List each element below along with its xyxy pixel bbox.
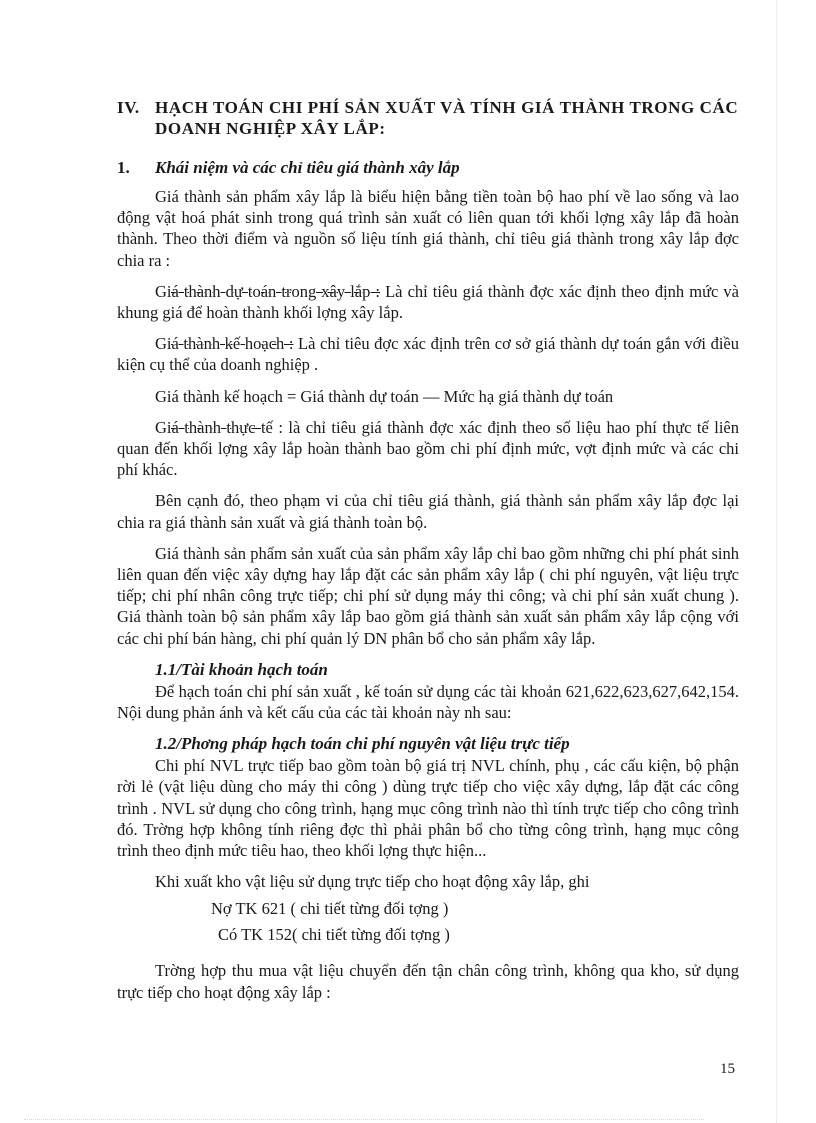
- page-number: 15: [720, 1061, 735, 1077]
- subheading-material-method: 1.2/Phơng pháp hạch toán chi phí nguyên vật liệu trực tiếp: [155, 734, 570, 754]
- term-actual-cost: Giá thành thực tế: [155, 417, 273, 437]
- paragraph-material-cost: Chi phí NVL trực tiếp bao gồm toàn bộ giá trị NVL chính, phụ , các cấu kiện, bộ phận rời lẻ (vật liệu dùng cho máy thi công ) dùng trực tiếp cho việc xây dựng, lắp đặt các công trình . NVL sử dụng cho công trình, hạng mục công trình nào thì tính trực tiếp cho công trình đó. Trờng hợp không tính riêng đợc thì phải phân bổ cho từng công trình, hạng mục công trình theo định mức tiêu hao, theo khối lợng thực hiện...: [117, 756, 739, 861]
- bottom-dotted-border: [24, 1119, 704, 1120]
- term-estimate-cost: Giá thành dự toán trong xây lắp :: [155, 281, 381, 301]
- paragraph-issue-materials: Khi xuất kho vật liệu sử dụng trực tiếp cho hoạt động xây lắp, ghi: [155, 872, 590, 892]
- paragraph-actual-cost: [117, 417, 739, 481]
- term-planned-cost: Giá thành kế hoạch :: [155, 334, 294, 354]
- paragraph-intro: Giá thành sản phẩm xây lắp là biểu hiện bằng tiền toàn bộ hao phí về lao sống và lao động vật hoá phát sinh trong quá trình sản xuất có liên quan tới khối lợng xây lắp đã hoàn thành. Theo thời điểm và nguồn số liệu tính giá thành, chỉ tiêu giá thành trong xây lắp đợc chia ra :: [117, 187, 739, 270]
- right-dotted-border: [776, 0, 777, 1123]
- definition-planned-cost: Là chỉ tiêu đợc xác định trên cơ sở giá thành dự toán gắn với điều kiện cụ thể của doanh nghiệp .: [117, 334, 739, 375]
- paragraph-cost-scope: Bên cạnh đó, theo phạm vi của chỉ tiêu giá thành, giá thành sản phẩm xây lắp đợc lại chia ra giá thành sản xuất và giá thành toàn bộ.: [117, 491, 739, 532]
- journal-debit-entry: Nợ TK 621 ( chi tiết từng đối tợng ): [211, 899, 449, 919]
- section-number: IV.: [117, 98, 140, 117]
- paragraph-planned-cost: [117, 333, 739, 375]
- subheading-accounts: 1.1/Tài khoản hạch toán: [155, 659, 328, 679]
- paragraph-estimate-cost: [117, 281, 739, 323]
- definition-actual-cost: : là chỉ tiêu giá thành đợc xác định theo số liệu hao phí thực tế liên quan đến khối lợng xây lắp hoàn thành bao gồm chi phí định mức, vợt định mức và các chi phí khác.: [117, 417, 739, 480]
- paragraph-accounts: Để hạch toán chi phí sản xuất , kế toán sử dụng các tài khoản 621,622,623,627,642,154. Nội dung phản ánh và kết cấu của các tài khoản này nh sau:: [117, 681, 739, 723]
- section-title: HẠCH TOÁN CHI PHÍ SẢN XUẤT VÀ TÍNH GIÁ THÀNH TRONG CÁC DOANH NGHIỆP XÂY LẮP:: [155, 98, 739, 138]
- formula-planned-cost: Giá thành kế hoạch = Giá thành dự toán — Mức hạ giá thành dự toán: [155, 386, 614, 406]
- paragraph-production-cost: Giá thành sản phẩm sản xuất của sản phẩm xây lắp chỉ bao gồm những chi phí phát sinh liên quan đến việc xây dựng hay lắp đặt các sản phẩm xây lắp ( chi phí nguyên, vật liệu trực tiếp; chi phí nhân công trực tiếp; chi phí sử dụng máy thi công; và chi phí sản xuất chung ). Giá thành toàn bộ sản phẩm xây lắp bao gồm giá thành sản xuất sản phẩm xây lắp cộng với các chi phí bán hàng, chi phí quản lý DN phân bổ cho sản phẩm xây lắp.: [117, 543, 739, 648]
- paragraph-direct-purchase: Trờng hợp thu mua vật liệu chuyển đến tận chân công trình, không qua kho, sử dụng trực tiếp cho hoạt động xây lắp :: [117, 961, 739, 1002]
- journal-credit-entry: Có TK 152( chi tiết từng đối tợng ): [218, 925, 450, 945]
- definition-estimate-cost: Là chỉ tiêu giá thành đợc xác định theo định mức và khung giá để hoàn thành khối lợng xây lắp.: [117, 281, 739, 323]
- page-content: [117, 97, 739, 1003]
- subsection-title: Khái niệm và các chỉ tiêu giá thành xây lắp: [155, 158, 460, 177]
- subsection-number: 1.: [117, 158, 130, 177]
- subsection-heading: [117, 157, 739, 179]
- section-heading: [117, 97, 739, 139]
